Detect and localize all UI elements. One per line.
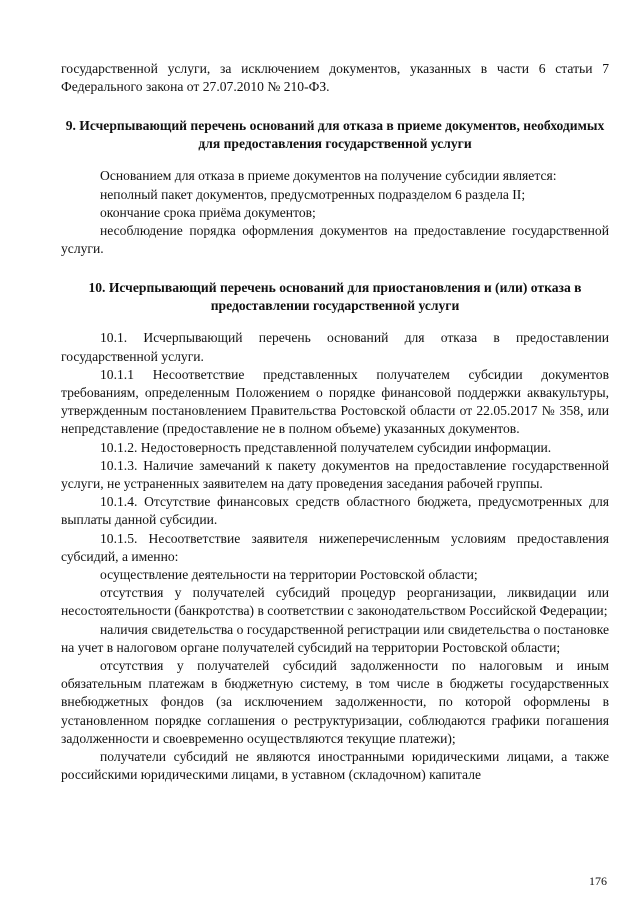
section-10-paragraph: 10.1.3. Наличие замечаний к пакету документов на предоставление государственной услуги, не устраненных заявителем на дату проведения заседания рабочей группы. — [61, 457, 609, 492]
page-number: 176 — [589, 874, 607, 888]
section-10-paragraph: 10.1.1 Несоответствие представленных получателем субсидии документов требованиям, определенным Положением о порядке финансовой поддержки аквакультуры, утвержденным постановлением Правительства Ростовской области от 22.05.2017 № 358, или непредставление (предоставление не в полном объеме) указанных документов. — [61, 366, 609, 437]
section-10-paragraph: наличия свидетельства о государственной регистрации или свидетельства о постановке на учет в налоговом органе получателей субсидий на территории Ростовской области; — [61, 621, 609, 655]
section-10-paragraph: отсутствия у получателей субсидий задолженности по налоговым и иным обязательным платежам в бюджетную систему, в том числе в бюджеты государственных внебюджетных фондов (за исключением задолженности, по которой оформлены в установленном порядке соглашения о реструктуризации, соблюдаются графики погашения задолженности и своевременно осуществляются текущие платежи); — [61, 658, 609, 746]
section-9-paragraph: несоблюдение порядка оформления документов на предоставление государственной услуги. — [61, 223, 609, 257]
section-10-paragraph: 10.1.4. Отсутствие финансовых средств областного бюджета, предусмотренных для выплаты данной субсидии. — [61, 494, 609, 528]
section-10-paragraph: получатели субсидий не являются иностранными юридическими лицами, а также российскими юридическими лицами, в уставном (складочном) капитале — [61, 749, 609, 783]
section-10-heading: 10. Исчерпывающий перечень оснований для приостановления и (или) отказа в предоставлении государственной услуги — [88, 280, 582, 314]
section-9-paragraph: Основанием для отказа в приеме документов на получение субсидии является: — [100, 168, 557, 184]
section-10-paragraph: 10.1.2. Недостоверность представленной получателем субсидии информации. — [100, 439, 552, 455]
section-10-paragraph: 10.1. Исчерпывающий перечень оснований для отказа в предоставлении государственной услуги. — [61, 330, 609, 364]
section-9-paragraph: неполный пакет документов, предусмотренных подразделом 6 раздела II; — [100, 186, 526, 202]
section-10-paragraph: отсутствия у получателей субсидий процедур реорганизации, ликвидации или несостоятельности (банкротства) в соответствии с законодательством Российской Федерации; — [61, 585, 609, 619]
intro-paragraph: государственной услуги, за исключением документов, указанных в части 6 статьи 7 Федерального закона от 27.07.2010 № 210-ФЗ. — [61, 61, 609, 95]
section-10-paragraph: осуществление деятельности на территории Ростовской области; — [100, 567, 478, 583]
section-9-heading: 9. Исчерпывающий перечень оснований для отказа в приеме документов, необходимых для предоставления государственной услуги — [65, 118, 605, 152]
section-10-paragraph: 10.1.5. Несоответствие заявителя нижеперечисленным условиям предоставления субсидий, а именно: — [61, 530, 609, 564]
section-9-paragraph: окончание срока приёма документов; — [100, 204, 316, 220]
